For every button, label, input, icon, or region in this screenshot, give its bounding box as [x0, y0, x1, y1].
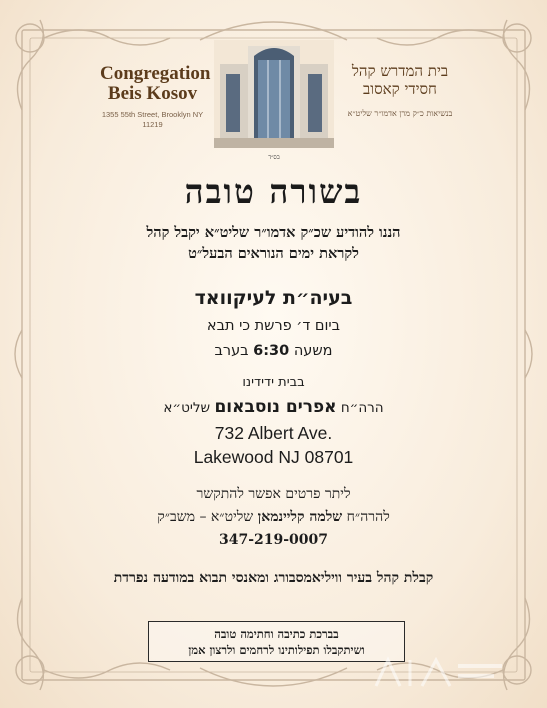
host-address-street: 732 Albert Ave.	[214, 423, 333, 443]
event-time: 6:30	[253, 343, 290, 359]
host-name: אפרים נוסבאום	[214, 397, 337, 417]
contact-phone: 347-219-0007	[218, 532, 329, 548]
time-suffix: בערב	[214, 343, 249, 359]
time-prefix: משעה	[293, 343, 333, 359]
contact-title-prefix: להרה״ח	[346, 509, 390, 525]
blessing-line-1: בברכת כתיבה וחתימה טובה	[214, 627, 339, 641]
announcement-title: בשורה טובה	[184, 172, 363, 211]
reception-note: קבלת קהל בעיר וויליאמסבורג ומאנסי תבוא במודעה נפרדת	[113, 570, 434, 586]
congregation-name-hebrew: בית המדרש קהל חסידי קאסוב	[351, 62, 449, 98]
host-intro: בבית ידידינו	[242, 375, 305, 390]
lead-line-2: לקראת ימים הנוראים הבעל״ט	[188, 245, 359, 262]
host-name-line	[0, 396, 547, 419]
congregation-name-english: Congregation Beis Kosov	[100, 63, 211, 104]
congregation-address: 1355 55th Street, Brooklyn NY 11219	[101, 110, 204, 129]
contact-person-line	[0, 507, 547, 527]
event-time-line	[0, 341, 547, 361]
event-location-title: בעיה״ת לעיקוואד	[194, 287, 353, 309]
host-title-prefix: הרה״ח	[340, 400, 384, 416]
bsd-mark: בס״ד	[268, 154, 280, 161]
host-title-suffix: שליט״א	[163, 400, 211, 416]
watermark-logo	[366, 648, 506, 698]
contact-intro: ליתר פרטים אפשר להתקשר	[196, 486, 351, 502]
contact-name: שלמה קליינמאן	[257, 509, 343, 525]
synagogue-building-image	[214, 40, 334, 148]
leadership-line: בנשיאות כ״ק מרן אדמו״ר שליט״א	[347, 109, 453, 118]
host-address-city: Lakewood NJ 08701	[193, 447, 354, 467]
contact-title-suffix: שליט״א – משב״ק	[157, 509, 254, 525]
event-day: ביום ד׳ פרשת כי תבא	[206, 318, 341, 334]
blessing-line-2: ושיתקבלו תפילותינו לרחמים ולרצון אמן	[188, 643, 365, 657]
lead-line-1: הננו להודיע שכ״ק אדמו״ר שליט״א יקבל קהל	[146, 224, 401, 241]
